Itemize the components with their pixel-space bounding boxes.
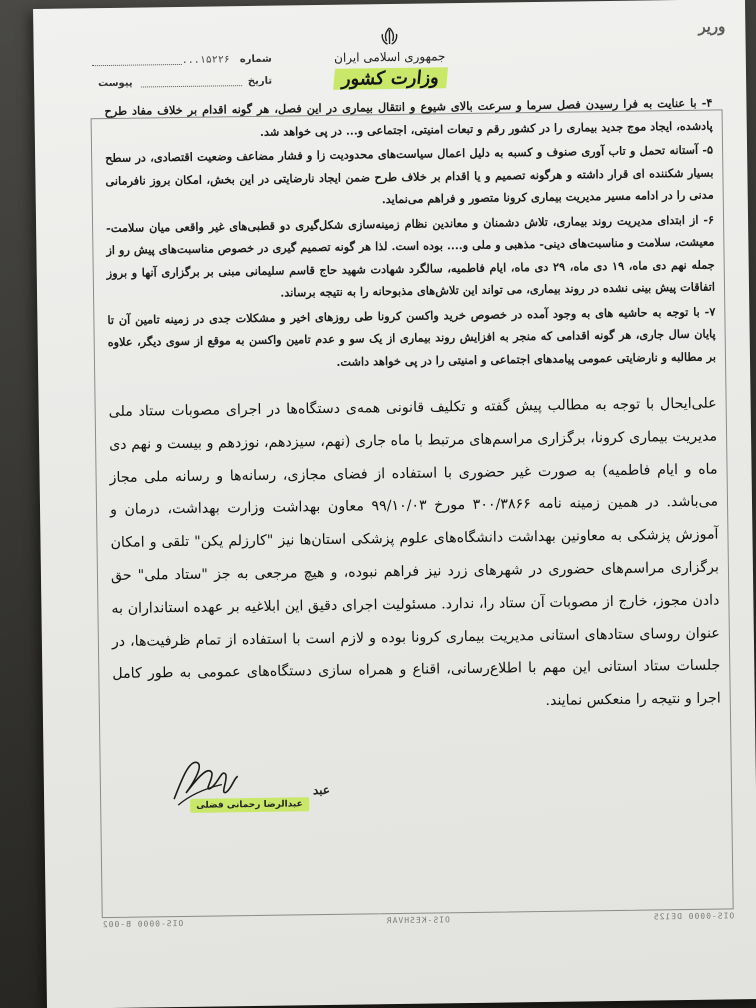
letterhead — [289, 25, 490, 91]
bullet-item-5: ۵- آستانه تحمل و تاب آوری صنوف و کسبه به دلیل اعمال سیاست‌های محدودیت زا و فشار مضاعف وضعیت اقتصادی، در سطح بسیار شکننده ای قرار داشته و هرگونه تصمیم و یا اقدام بر خلاف طرح ضمن ایجاد نارضایتی در این بخش، امکان بروز نافرمانی مدنی را در ادامه مسیر مدیریت بیماری کرونا متصور و فراهم می‌نماید. — [105, 142, 714, 207]
signer-name: عبدالرضا رحمانی فضلی — [190, 797, 309, 813]
republic-title: جمهوری اسلامی ایران — [333, 49, 446, 65]
emblem-icon — [376, 26, 402, 48]
date-dots — [141, 76, 242, 87]
bullet-item-7: ۷- با توجه به حاشیه های به وجود آمده در خصوص خرید واکسن کرونا طی روزهای اخیر و مشکلات جدی در زمینه تامین آن تا پایان سال جاری، هر گونه اقدامی که منجر به افزایش روند بیماری از یک سو و عدم تامین واکسن به موقع از سوی دیگر، علاوه بر مطالبه و نارضایتی عمومی پیامدهای اجتماعی و امنیتی را در پی خواهد داشت. — [107, 304, 717, 369]
number-value: ۱۵۲۲۶... — [181, 53, 230, 66]
footer-center-code: OIS-KESHVAR — [385, 915, 450, 926]
bullet-item-6: ۶- از ابتدای مدیریت روند بیماری، تلاش دشمنان و معاندین نظام زمینه‌سازی شکل‌گیری دو قطبی‌های غیر واقعی میان سلامت-معیشت، سلامت و مناسبت‌های دینی- مذهبی و ملی و.... بوده است. لذا هر گونه تصمیم گیری در خصوص مناسبت‌های پیش رو از جمله نهم دی ماه، ۱۹ دی ماه، ۲۹ دی ماه، ایام فاطمیه، سالگرد شهادت شهید حاج قاسم سلیمانی مبنی بر برگزاری آنها و بروز اتفاقات پیش بینی نشده در روند بیماری، می تواند این تلاش‌های مذبوحانه را به نتیجه برساند. — [106, 212, 716, 300]
attachment-label: پیوست — [98, 77, 133, 89]
main-paragraph: علی‌ایحال با توجه به مطالب پیش گفته و تکلیف قانونی همه‌ی دستگاه‌ها در اجرای مصوبات ستاد ملی مدیریت بیماری کرونا، برگزاری مراسم‌های مرتبط با ماه جاری (نهم، سیزدهم، نوزدهم و بیست و نهم دی ماه و ایام فاطمیه) به صورت غیر حضوری با استفاده از فضای مجازی، رسانه‌ها و رسانه ملی مجاز می‌باشد. در همین زمینه نامه ۳۰۰/۳۸۶۶ مورخ ۹۹/۱۰/۰۳ معاون بهداشت وزارت بهداشت، درمان و آموزش پزشکی به معاونین بهداشت دانشگاه‌های علوم پزشکی استان‌ها نیز "کارزلم یکن" تلقی و امکان برگزاری مراسم‌های حضوری در شهرهای زرد نیز فراهم نبوده، و هیچ مرجعی به جز "ستاد ملی" حق دادن مجوز، خارج از مصوبات آن ستاد را، ندارد. مسئولیت اجرای دقیق این ابلاغیه بر عهده استانداران به عنوان روسای ستادهای استانی مدیریت بیماری کرونا بوده و لازم است با استفاده از تمام ظرفیت‌ها، در جلسات ستاد استانی این مهم با اطلاع‌رسانی، اقناع و همراه سازی دستگاه‌های عمومی به طور کامل اجرا و نتیجه را منعکس نمایند. — [108, 395, 721, 710]
signature-title: عبد — [312, 782, 331, 798]
number-label: شماره — [239, 53, 272, 65]
ministry-title: وزارت کشور — [333, 67, 448, 90]
footer-right-code: OIS-0000 DE125 — [652, 911, 734, 922]
number-row — [92, 48, 272, 73]
number-dots — [92, 55, 182, 66]
document-page — [33, 0, 756, 1008]
handwritten-mark: ورير — [698, 17, 726, 36]
bullet-item-4: ۴- با عنایت به فرا رسیدن فصل سرما و سرعت بالای شیوع و انتقال بیماری در این فصل، هر گونه اقدام بر خلاف مفاد طرح پادشده، ایجاد موج جدید بیماری را در کشور رقم و تبعات امنیتی، اجتماعی و... در پی خواهد شد. — [104, 95, 713, 139]
letter-metadata — [92, 48, 273, 95]
date-row — [92, 70, 272, 95]
footer-left-code: OIS-0000 B-002 — [101, 919, 184, 930]
date-label: تاریخ — [247, 75, 273, 87]
signature-block — [163, 747, 354, 830]
letter-body — [104, 92, 721, 724]
